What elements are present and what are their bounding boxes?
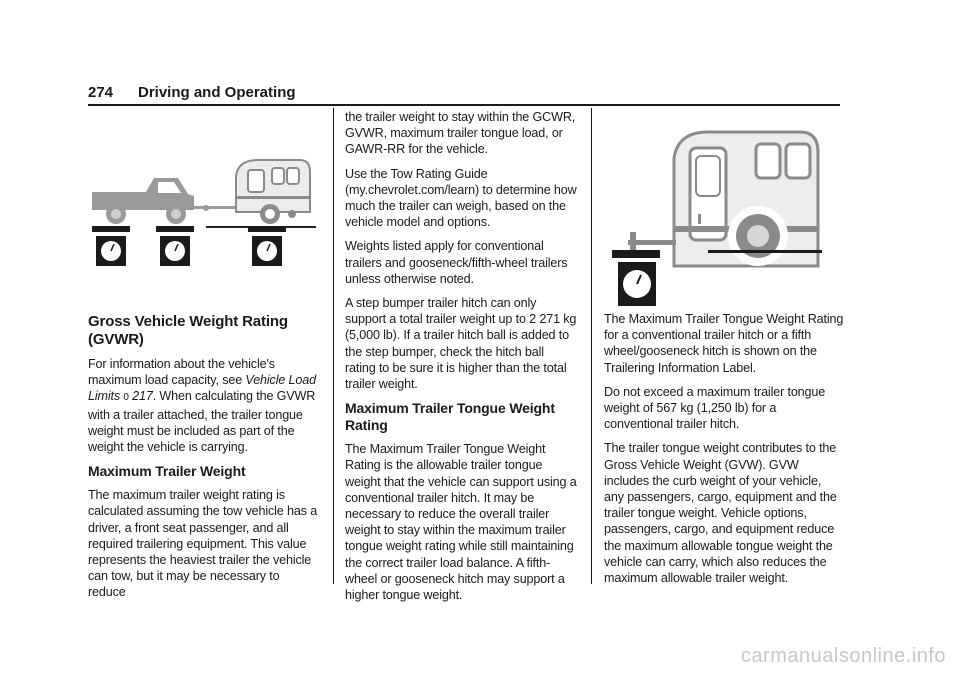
- column-divider-1: [333, 108, 334, 584]
- col2-paragraph-2: Use the Tow Rating Guide (my.chevrolet.com/learn) to determine how much the trailer can weigh, based on the vehicle model and options.: [345, 166, 577, 230]
- col2-paragraph-3: Weights listed apply for conventional trailers and gooseneck/fifth-wheel trailers unless otherwise noted.: [345, 239, 568, 286]
- col3-paragraph-1: The Maximum Trailer Tongue Weight Rating for a conventional trailer hitch or a fifth wheel/gooseneck hitch is shown on the Trailering Information Label.: [604, 312, 844, 375]
- column-1: [88, 313, 318, 609]
- max-trailer-paragraph: The maximum trailer weight rating is calculated assuming the tow vehicle has a driver, a front seat passenger, and all required trailering equipment. This value represents the heaviest trailer the vehicle can tow, but it may be necessary to reduce: [88, 488, 318, 600]
- section-title: Driving and Operating: [138, 84, 296, 101]
- gvwr-paragraph: For information about the vehicle's maximum load capacity, see Vehicle Load Limits 0 217. When calculating the GVWR with a trailer attached, the trailer tongue weight must be included as part of the weight the vehicle is carrying.: [88, 357, 316, 455]
- page-header: [88, 84, 840, 104]
- page-ref-number: 217: [128, 389, 153, 404]
- heading-tongue-weight: Maximum Trailer Tongue Weight Rating: [345, 400, 555, 434]
- truck-trailer-scales-illustration: [88, 150, 320, 290]
- watermark: carmanualsonline.info: [740, 645, 946, 667]
- col3-paragraph-3: The trailer tongue weight contributes to the Gross Vehicle Weight (GVW). GVW includes the curb weight of your vehicle, any passengers, cargo, equipment and the trailer tongue weight. Vehicle options, passengers, cargo, and equipment reduce the maximum allowable tongue weight the vehicle can carry, which also reduces the maximum allowable trailer weight.: [604, 441, 837, 586]
- col2-paragraph-5: The Maximum Trailer Tongue Weight Rating is the allowable trailer tongue weight that the vehicle can support using a conventional trailer hitch. It may be necessary to reduce the overall trailer weight to stay within the maximum trailer tongue weight rating while still maintaining the correct trailer load balance. A fifth-wheel or gooseneck hitch may support a higher tongue weight.: [345, 442, 577, 603]
- header-rule: [88, 104, 840, 106]
- heading-max-trailer-weight: Maximum Trailer Weight: [88, 463, 246, 480]
- page-ref-icon: 0: [123, 392, 129, 404]
- column-3: [604, 311, 844, 594]
- column-divider-2: [591, 108, 592, 584]
- heading-gvwr: Gross Vehicle Weight Rating (GVWR): [88, 313, 288, 348]
- vehicle-load-limits-link[interactable]: Vehicle Load Limits: [88, 373, 316, 404]
- col3-paragraph-2: Do not exceed a maximum trailer tongue weight of 567 kg (1,250 lb) for a conventional trailer hitch.: [604, 384, 826, 432]
- col2-paragraph-1: the trailer weight to stay within the GCWR, GVWR, maximum trailer tongue load, or GAWR-RR for the vehicle.: [345, 110, 576, 157]
- trailer-tongue-scale-illustration: [604, 126, 840, 326]
- page-number: 274: [88, 84, 114, 101]
- col2-paragraph-4: A step bumper trailer hitch can only support a total trailer weight up to 2 271 kg (5,000 lb). If a trailer hitch ball is added to the step bumper, check the hitch ball rating to be sure it is higher than the total trailer weight.: [345, 296, 577, 392]
- column-2: [345, 109, 577, 611]
